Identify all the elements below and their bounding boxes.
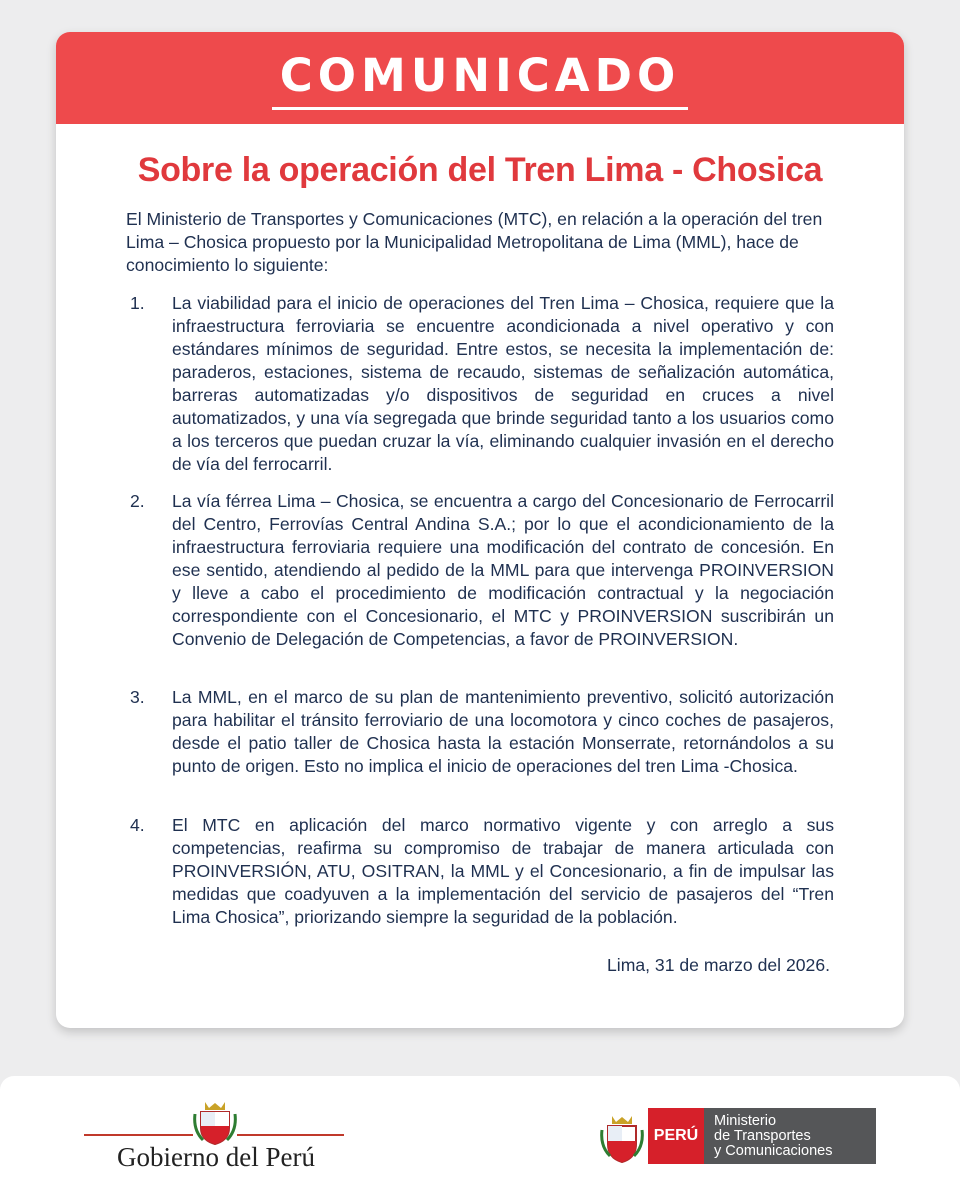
header-banner [56, 32, 904, 124]
page-title: COMUNICADO [279, 49, 681, 102]
coat-of-arms-icon [193, 1100, 237, 1146]
list-item-text: La MML, en el marco de su plan de mantenimiento preventivo, solicitó autorización para habilitar el tránsito ferroviario de una locomotora y cinco coches de pasajeros, desde el patio taller de Chosica hasta la estación Monserrate, retornándolos a su punto de origen. Esto no implica el inicio de operaciones del tren Lima -Chosica. [172, 687, 834, 776]
mtc-label-line: de Transportes [714, 1128, 811, 1144]
list-item-number: 4. [130, 815, 145, 835]
footer [0, 1076, 960, 1200]
gobierno-del-peru-label: Gobierno del Perú [117, 1142, 315, 1172]
list-item-number: 1. [130, 293, 145, 313]
list-item-number: 2. [130, 491, 145, 511]
mtc-brand-box [704, 1108, 876, 1164]
coat-of-arms-icon [600, 1114, 644, 1164]
list-item-number: 3. [130, 687, 145, 707]
communique-card [56, 32, 904, 1028]
page-subtitle: Sobre la operación del Tren Lima - Chosica [137, 151, 823, 189]
date-line: Lima, 31 de marzo del 2026. [607, 955, 830, 975]
list-item-text: La vía férrea Lima – Chosica, se encuentra a cargo del Concesionario de Ferrocarril del Centro, Ferrovías Central Andina S.A.; por lo que el acondicionamiento de la infraestructura ferroviaria requiere una modificación del contrato de concesión. En ese sentido, atendiendo al pedido de la MML para que intervenga PROINVERSION y lleve a cabo el procedimiento de modificación contractual y la negociación correspondiente con el Concesionario, el MTC y PROINVERSION suscribirán un Convenio de Delegación de Competencias, a favor de PROINVERSION. [172, 491, 834, 649]
mtc-label-line: Ministerio [714, 1113, 777, 1129]
list-item-text: El MTC en aplicación del marco normativo vigente y con arreglo a sus competencias, reafirma su compromiso de trabajar de manera articulada con PROINVERSIÓN, ATU, OSITRAN, la MML y el Concesionario, a fin de impulsar las medidas que coadyuven a la implementación del servicio de pasajeros del “Tren Lima Chosica”, priorizando siempre la seguridad de la población. [172, 815, 834, 927]
mtc-label-line: y Comunicaciones [714, 1143, 833, 1159]
title-underline [272, 107, 688, 110]
intro-paragraph: El Ministerio de Transportes y Comunicaciones (MTC), en relación a la operación del tren Lima – Chosica propuesto por la Municipalidad Metropolitana de Lima (MML), hace de conocimiento lo siguiente: [126, 209, 823, 275]
list-item-text: La viabilidad para el inicio de operaciones del Tren Lima – Chosica, requiere que la infraestructura ferroviaria se encuentre acondicionada a nivel operativo y con estándares mínimos de seguridad. Entre estos, se necesita la implementación de: paraderos, estaciones, sistema de recaudo, sistemas de señalización automática, barreras automatizadas y/o dispositivos de seguridad en cruces a nivel automatizados, y una vía segregada que brinde seguridad tanto a los usuarios como a los terceros que puedan cruzar la vía, eliminando cualquier invasión en el derecho de vía del ferrocarril. [172, 293, 834, 474]
peru-brand-box: PERÚ [648, 1108, 704, 1164]
